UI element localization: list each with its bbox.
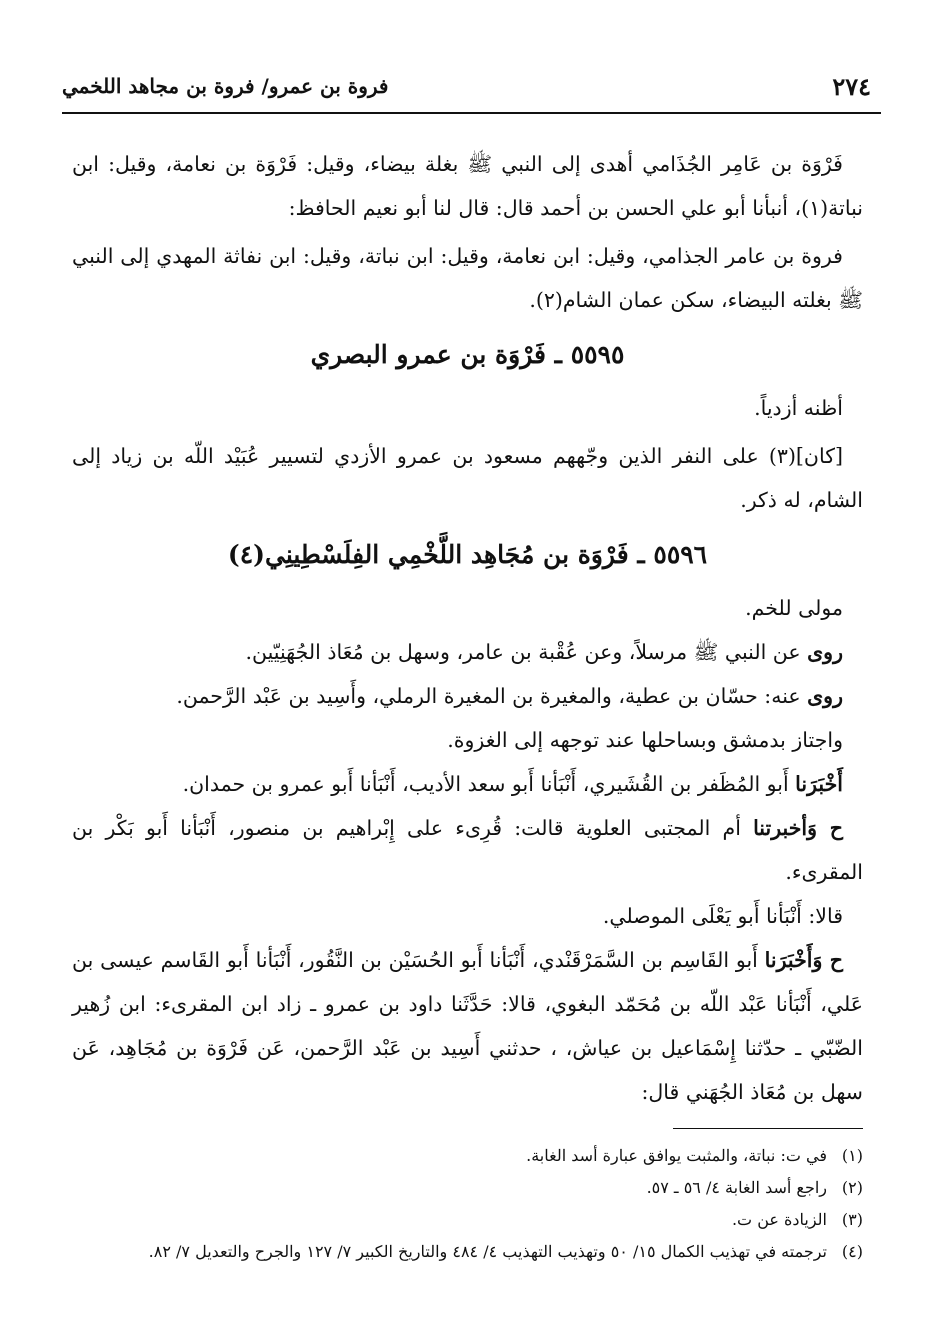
paragraph-text: أَبو المُظَفر بن القُشَيري، أَنْبَأنا أَبو سعد الأديب، أَنْبَأنا أَبو عمرو بن حمدان.	[182, 772, 796, 796]
paragraph-text: عن النبي ﷺ مرسلاً، وعن عُقْبة بن عامر، وسهل بن مُعَاذ الجُهَنِيّين.	[245, 640, 808, 664]
footnote-number: (٢)	[841, 1178, 863, 1197]
paragraph	[72, 762, 863, 806]
paragraph: واجتاز بدمشق وبساحلها عند توجهه إلى الغزوة.	[447, 728, 843, 752]
page-number: ٢٧٤	[832, 72, 871, 101]
paragraph-text: عنه: حسّان بن عطية، والمغيرة بن المغيرة الرملي، وأَسِيد بن عَبْد الرَّحمن.	[176, 684, 808, 708]
main-text	[72, 142, 863, 1114]
footnote-rule	[673, 1128, 863, 1129]
entry-heading: ٥٥٩٦ ـ فَرْوَة بن مُجَاهِد اللَّخْمِي الفِلَسْطِينِي(٤)	[227, 540, 708, 569]
paragraph: فَرْوَة بن عَامِر الجُذَامي أهدى إلى النبي ﷺ بغلة بيضاء، وقيل: فَرْوَة بن نعامة، وقيل: ابن نباتة(١)، أنبأنا أبو علي الحسن بن أحمد قال: قال لنا أبو نعيم الحافظ:	[72, 152, 863, 220]
keyword: ح وَأَخْبَرَنا	[764, 948, 843, 972]
paragraph	[72, 630, 863, 674]
footnote-text: راجع أسد الغابة ٤/ ٥٦ ـ ٥٧.	[646, 1178, 827, 1197]
footnote-number: (٤)	[841, 1242, 863, 1261]
paragraph	[72, 806, 863, 894]
footnote-text: الزيادة عن ت.	[731, 1210, 827, 1229]
footnote	[80, 1236, 863, 1268]
keyword: روى	[807, 684, 843, 708]
header-rule	[62, 112, 881, 114]
keyword: ح وَأخبرتنا	[753, 816, 843, 840]
keyword: أَخْبَرَنا	[795, 772, 843, 796]
paragraph: قالا: أَنْبَأنا أَبو يَعْلَى الموصلي.	[602, 904, 843, 928]
paragraph: [كان](٣) على النفر الذين وجّههم مسعود بن عمرو الأزدي لتسيير عُبَيْد اللّه بن زياد إلى الشام، له ذكر.	[72, 444, 863, 512]
keyword: روى	[807, 640, 843, 664]
paragraph-text: أم المجتبى العلوية قالت: قُرِىء على إِبْراهيم بن منصور، أَنْبَأنا أَبو بَكْر بن المقرىء.	[72, 816, 863, 884]
paragraph	[72, 938, 863, 1114]
entry-heading: ٥٥٩٥ ـ فَرْوَة بن عمرو البصري	[310, 340, 625, 369]
footnote-text: ترجمته في تهذيب الكمال ١٥/ ٥٠ وتهذيب التهذيب ٤/ ٤٨٤ والتاريخ الكبير ٧/ ١٢٧ والجرح والتعديل ٧/ ٨٢.	[148, 1242, 827, 1261]
running-title: فروة بن عمرو/ فروة بن مجاهد اللخمي	[62, 74, 389, 98]
paragraph: مولى للخم.	[745, 596, 843, 620]
footnote-text: في ت: نباتة، والمثبت يوافق عبارة أسد الغابة.	[526, 1146, 827, 1165]
footnote-number: (٣)	[841, 1210, 863, 1229]
paragraph: فروة بن عامر الجذامي، وقيل: ابن نعامة، وقيل: ابن نباتة، وقيل: ابن نفاثة المهدي إلى النبي ﷺ بغلته البيضاء، سكن عمان الشام(٢).	[72, 244, 863, 312]
footnote	[80, 1204, 863, 1236]
paragraph: أظنه أزدياً.	[754, 396, 843, 420]
footnote-number: (١)	[841, 1146, 863, 1165]
paragraph-text: أَبو القَاسِم بن السَّمَرْقَنْدي، أَنْبَأنا أَبو الحُسَيْن بن النَّقُور، أَنْبَأنا أَبو القَاسم عيسى بن عَلي، أَنْبَأنا عَبْد اللّه بن مُحَمّد البغوي، قالا: حَدَّثَنا داود بن عمرو ـ زاد ابن المقرىء: ابن زُهير الضّبّي ـ حدّثنا إِسْمَاعيل بن عياش، ، حدثني أَسِيد بن عَبْد الرَّحمن، عَن فَرْوَة بن مُجَاهِد، عَن سهل بن مُعَاذ الجُهَني قال:	[72, 948, 863, 1104]
page-header	[62, 68, 871, 108]
paragraph	[72, 674, 863, 718]
footnote	[80, 1172, 863, 1204]
footnotes	[80, 1140, 863, 1268]
footnote	[80, 1140, 863, 1172]
